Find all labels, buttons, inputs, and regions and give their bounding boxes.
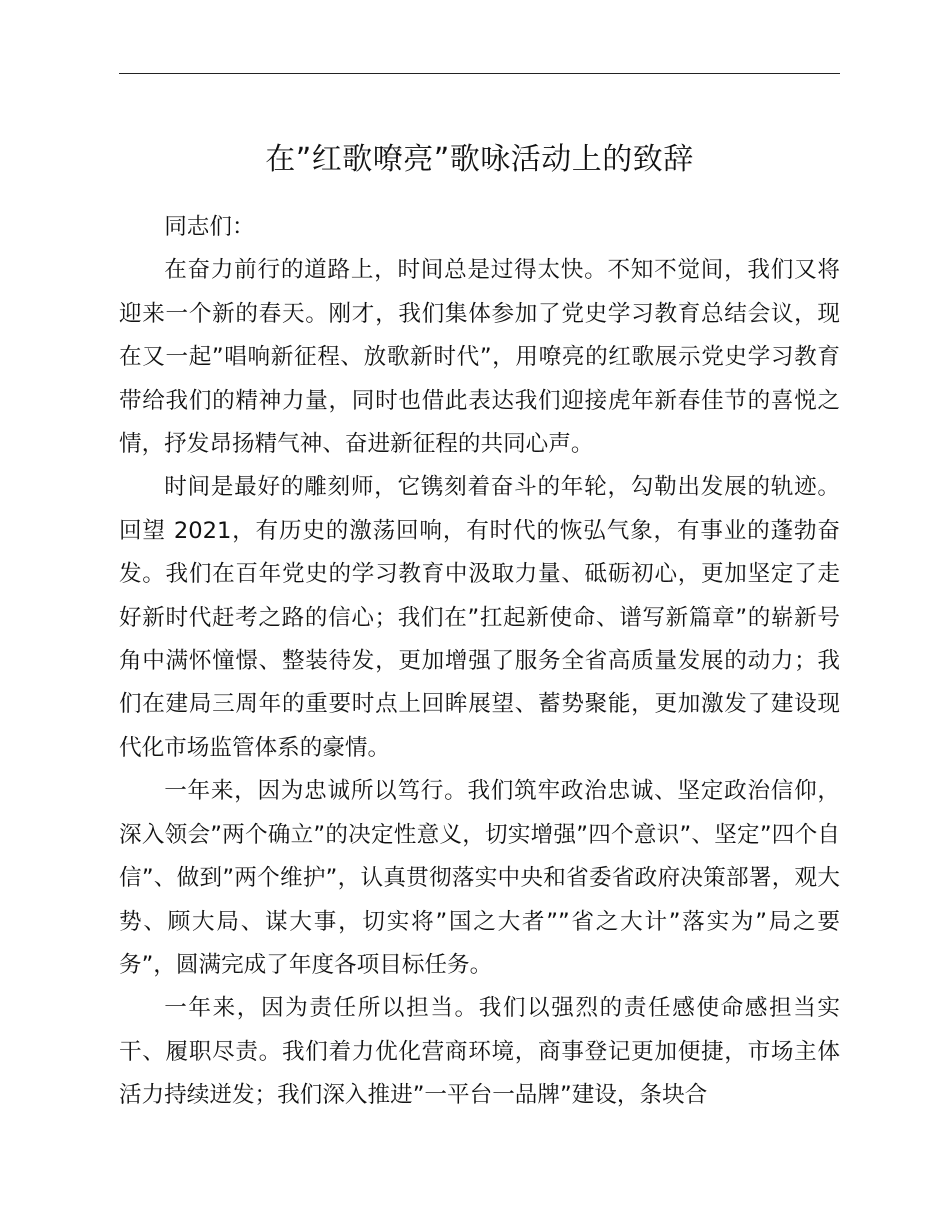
paragraph-4: 一年来，因为责任所以担当。我们以强烈的责任感使命感担当实干、履职尽责。我们着力优化营商环境，商事登记更加便捷，市场主体活力持续迸发；我们深入推进”一平台一品牌”建设，条块合 — [119, 995, 840, 1109]
header-rule — [119, 73, 840, 74]
salutation: 同志们： — [164, 214, 255, 240]
paragraph-3: 一年来，因为忠诚所以笃行。我们筑牢政治忠诚、坚定政治信仰，深入领会”两个确立”的决定性意义，切实增强”四个意识”、坚定”四个自信”、做到”两个维护”，认真贯彻落实中央和省委省政府决策部署，观大势、顾大局、谋大事，切实将”国之大者””省之大计”落实为”局之要务”，圆满完成了年度各项目标任务。 — [119, 778, 840, 978]
paragraph-2: 时间是最好的雕刻师，它镌刻着奋斗的年轮，勾勒出发展的轨迹。回望 2021，有历史的激荡回响，有时代的恢弘气象，有事业的蓬勃奋发。我们在百年党史的学习教育中汲取力量、砥砺初心，更加坚定了走好新时代赶考之路的信心；我们在”扛起新使命、谱写新篇章”的崭新号角中满怀憧憬、整装待发，更加增强了服务全省高质量发展的动力；我们在建局三周年的重要时点上回眸展望、蓄势聚能，更加激发了建设现代化市场监管体系的豪情。 — [119, 474, 840, 761]
document-body — [119, 206, 840, 1118]
document-title: 在”红歌嘹亮”歌咏活动上的致辞 — [265, 142, 694, 177]
paragraph-1: 在奋力前行的道路上，时间总是过得太快。不知不觉间，我们又将迎来一个新的春天。刚才，我们集体参加了党史学习教育总结会议，现在又一起”唱响新征程、放歌新时代”，用嘹亮的红歌展示党史学习教育带给我们的精神力量，同时也借此表达我们迎接虎年新春佳节的喜悦之情，抒发昂扬精气神、奋进新征程的共同心声。 — [119, 257, 840, 458]
